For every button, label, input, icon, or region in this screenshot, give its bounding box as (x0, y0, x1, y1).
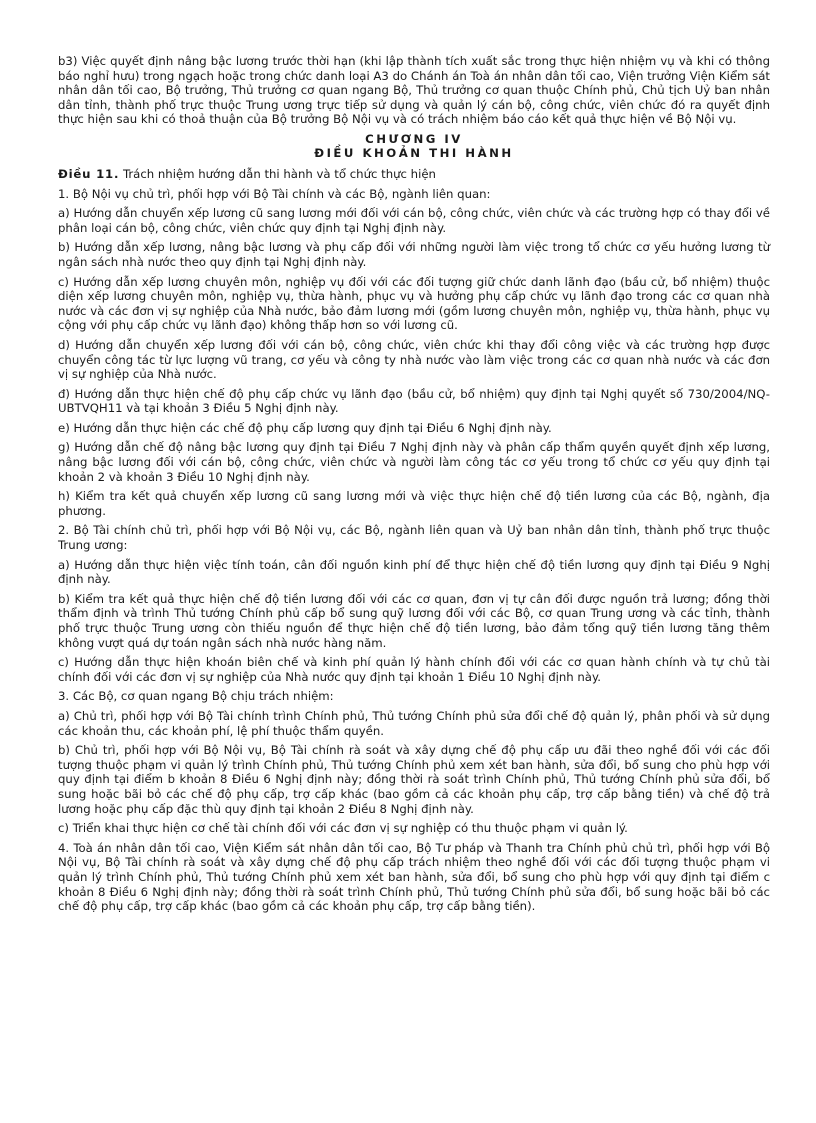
paragraph: 2. Bộ Tài chính chủ trì, phối hợp với Bộ Nội vụ, các Bộ, ngành liên quan và Uỷ ban nhân dân tỉnh, thành phố trực thuộc Trung ương: (58, 523, 770, 553)
paragraph: a) Hướng dẫn chuyển xếp lương cũ sang lương mới đối với cán bộ, công chức, viên chức và các trường hợp có thay đổi về phân loại cán bộ, công chức, viên chức quy định tại Nghị định này. (58, 206, 770, 235)
paragraph: b) Chủ trì, phối hợp với Bộ Nội vụ, Bộ Tài chính rà soát và xây dựng chế độ phụ cấp ưu đãi theo nghề đối với các đối tượng thuộc phạm vi quản lý trình Chính phủ, Thủ tướng Chính phủ xem xét ban hành, sửa đổi, bổ sung cho phù hợp với quy định tại điểm b khoản 8 Điều 6 Nghị định này; đồng thời rà soát trình Chính phủ, Thủ tướng Chính phủ sửa đổi, bổ sung hoặc bãi bỏ các chế độ phụ cấp, trợ cấp khác (bao gồm cả các khoản phụ cấp, trợ cấp bằng tiền) và chế độ trả lương hoặc phụ cấp đặc thù quy định tại khoản 2 Điều 8 Nghị định này. (58, 743, 770, 816)
paragraph: h) Kiểm tra kết quả chuyển xếp lương cũ sang lương mới và việc thực hiện chế độ tiền lương của các Bộ, ngành, địa phương. (58, 489, 770, 518)
paragraph: e) Hướng dẫn thực hiện các chế độ phụ cấp lương quy định tại Điều 6 Nghị định này. (58, 420, 552, 435)
paragraph: 3. Các Bộ, cơ quan ngang Bộ chịu trách nhiệm: (58, 689, 334, 704)
paragraph: b) Kiểm tra kết quả thực hiện chế độ tiền lương đối với các cơ quan, đơn vị tự cân đối được nguồn trả lương; đồng thời thẩm định và trình Thủ tướng Chính phủ cấp bổ sung quỹ lương đối với các Bộ, cơ quan Trung ương và các tỉnh, thành phố trực thuộc Trung ương còn thiếu nguồn để thực hiện chế độ tiền lương, bảo đảm tổng quỹ tiền lương tăng thêm không vượt quá dự toán ngân sách nhà nước hàng năm. (58, 591, 770, 650)
article-title: Trách nhiệm hướng dẫn thi hành và tổ chức thực hiện (119, 166, 436, 181)
paragraph: 4. Toà án nhân dân tối cao, Viện Kiểm sát nhân dân tối cao, Bộ Tư pháp và Thanh tra Chính phủ chủ trì, phối hợp với Bộ Nội vụ, Bộ Tài chính rà soát và xây dựng chế độ phụ cấp trách nhiệm theo nghề đối với các đối tượng thuộc phạm vi quản lý trình Chính phủ, Thủ tướng Chính phủ xem xét ban hành, sửa đổi, bổ sung cho phù hợp với quy định tại điểm c khoản 8 Điều 6 Nghị định này; đồng thời rà soát trình Chính phủ, Thủ tướng Chính phủ sửa đổi, bổ sung hoặc bãi bỏ các chế độ phụ cấp, trợ cấp khác (bao gồm cả các khoản phụ cấp, trợ cấp bằng tiền). (58, 840, 770, 914)
paragraph: c) Triển khai thực hiện cơ chế tài chính đối với các đơn vị sự nghiệp có thu thuộc phạm vi quản lý. (58, 821, 628, 836)
article-heading (58, 167, 770, 182)
paragraph: c) Hướng dẫn xếp lương chuyên môn, nghiệp vụ đối với các đối tượng giữ chức danh lãnh đạo (bầu cử, bổ nhiệm) thuộc diện xếp lương chuyên môn, nghiệp vụ, thừa hành, phục vụ và hưởng phụ cấp chức vụ lãnh đạo trong các cơ quan nhà nước và các đơn vị sự nghiệp của Nhà nước, bảo đảm lương mới (gồm lương chuyên môn, nghiệp vụ, thừa hành, phục vụ cộng với phụ cấp chức vụ lãnh đạo) không thấp hơn so với lương cũ. (58, 274, 770, 333)
paragraph: 1. Bộ Nội vụ chủ trì, phối hợp với Bộ Tài chính và các Bộ, ngành liên quan: (58, 186, 491, 201)
paragraph: c) Hướng dẫn thực hiện khoán biên chế và kinh phí quản lý hành chính đối với các cơ quan hành chính và tự chủ tài chính đối với các đơn vị sự nghiệp của Nhà nước quy định tại khoản 1 Điều 10 Nghị định này. (58, 655, 770, 684)
paragraph: b) Hướng dẫn xếp lương, nâng bậc lương và phụ cấp đối với những người làm việc trong tổ chức cơ yếu hưởng lương từ ngân sách nhà nước theo quy định tại Nghị định này. (58, 240, 770, 269)
paragraph: a) Hướng dẫn thực hiện việc tính toán, cân đối nguồn kinh phí để thực hiện chế độ tiền lương quy định tại Điều 9 Nghị định này. (58, 557, 770, 587)
paragraph: a) Chủ trì, phối hợp với Bộ Tài chính trình Chính phủ, Thủ tướng Chính phủ sửa đổi chế độ quản lý, phân phối và sử dụng các khoản thu, các khoản phí, lệ phí thuộc thẩm quyền. (58, 708, 770, 738)
chapter-subheading: ĐIỀU KHOẢN THI HÀNH (314, 145, 514, 160)
paragraph: đ) Hướng dẫn thực hiện chế độ phụ cấp chức vụ lãnh đạo (bầu cử, bổ nhiệm) quy định tại Nghị quyết số 730/2004/NQ-UBTVQH11 và tại khoản 3 Điều 5 Nghị định này. (58, 386, 770, 416)
article-number: Điều 11. (58, 166, 120, 181)
paragraph: g) Hướng dẫn chế độ nâng bậc lương quy định tại Điều 7 Nghị định này và phân cấp thẩm quyền quyết định xếp lương, nâng bậc lương đối với cán bộ, công chức, viên chức và người làm công tác cơ yếu trong tổ chức cơ yếu quy định tại khoản 2 và khoản 3 Điều 10 Nghị định này. (58, 440, 770, 484)
document-page (58, 54, 770, 919)
paragraph: d) Hướng dẫn chuyển xếp lương đối với cán bộ, công chức, viên chức khi thay đổi công việc và các trường hợp được chuyển công tác từ lực lượng vũ trang, cơ yếu và công ty nhà nước vào làm việc trong các cơ quan nhà nước và các đơn vị sự nghiệp của Nhà nước. (58, 337, 770, 382)
chapter-heading: CHƯƠNG IV (365, 131, 463, 146)
intro-paragraph: b3) Việc quyết định nâng bậc lương trước thời hạn (khi lập thành tích xuất sắc trong thực hiện nhiệm vụ và khi có thông báo nghỉ hưu) trong ngạch hoặc trong chức danh loại A3 do Chánh án Toà án nhân dân tối cao, Viện trưởng Viện Kiểm sát nhân dân tối cao, Bộ trưởng, Thủ trưởng cơ quan ngang Bộ, Thủ trưởng cơ quan thuộc Chính phủ, Chủ tịch Uỷ ban nhân dân tỉnh, thành phố trực thuộc Trung ương trực tiếp sử dụng và quản lý cán bộ, công chức, viên chức đó ra quyết định thực hiện sau khi có thoả thuận của Bộ trưởng Bộ Nội vụ và có trách nhiệm báo cáo kết quả thực hiện về Bộ Nội vụ. (58, 54, 770, 127)
